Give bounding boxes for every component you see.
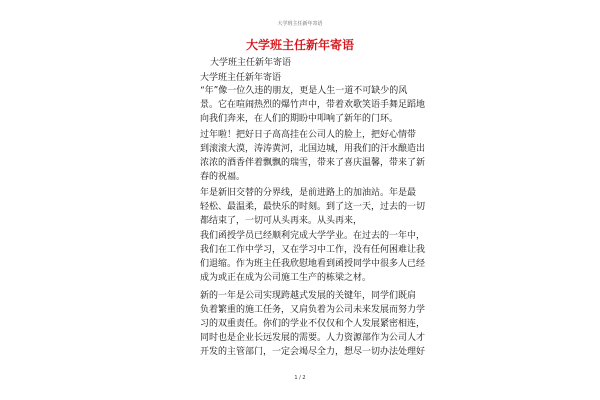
paragraph-line: 成为或正在成为公司施工生产的栋梁之材。 <box>200 273 372 283</box>
paragraph-line: 春的祝福。 <box>200 172 246 182</box>
subtitle-2: 大学班主任新年寄语 <box>200 73 282 83</box>
paragraph-line: 我们在工作中学习，又在学习中工作，没有任何困难让我 <box>200 245 426 255</box>
paragraph-line: 轻松、最温柔，最快乐的时刻。到了这一天，过去的一切 <box>200 202 426 212</box>
paragraph-line: “年”像一位久违的朋友，更是人生一道不可缺少的风 <box>200 86 408 96</box>
paragraph-4 <box>200 229 426 285</box>
paragraph-line: 到滚滚大漠，涛涛黄河，北国边城，用我们的汗水酿造出 <box>200 144 426 154</box>
paragraph-line: 都结束了，一切可从头再来。从头再来， <box>200 216 363 226</box>
page-header: 大学班主任新年寄语 <box>277 21 323 27</box>
subtitle-1: 大学班主任新年寄语 <box>210 58 292 68</box>
paragraph-1 <box>200 84 426 126</box>
paragraph-line: 过年啦！把好日子高高挂在公司人的脸上，把好心情带 <box>200 130 417 140</box>
paragraph-line: 向我们奔来，在人们的期盼中叩响了新年的门环。 <box>200 114 399 124</box>
page-number: 1 / 2 <box>294 375 306 381</box>
paragraph-line: 开发的主管部门，一定会竭尽全力，想尽一切办法处理好 <box>200 347 426 357</box>
paragraph-line: 新的一年是公司实现跨越式发展的关键年，同学们既肩 <box>200 291 417 301</box>
paragraph-line: 年是新旧交替的分界线，是前进路上的加油站。年是最 <box>200 188 417 198</box>
paragraph-line: 同时也是企业长远发展的需要。人力资源部作为公司人才 <box>200 333 426 343</box>
page-title: 大学班主任新年寄语 <box>245 38 354 52</box>
paragraph-line: 负着繁重的施工任务，又肩负着为公司未来发展而努力学 <box>200 305 426 315</box>
paragraph-line: 我们函授学员已经顺利完成大学学业。在过去的一年中， <box>200 231 426 241</box>
paragraph-3 <box>200 186 426 228</box>
paragraph-line: 浓浓的酒香伴着飘飘的瑞雪，带来了喜庆温馨，带来了新 <box>200 158 426 168</box>
paragraph-5 <box>200 289 426 359</box>
paragraph-2 <box>200 128 426 184</box>
paragraph-line: 习的双重责任。你们的学业不仅仅和个人发展紧密相连， <box>200 319 426 329</box>
paragraph-line: 景。它在喧闹热烈的爆竹声中，带着欢歌笑语手舞足蹈地 <box>200 100 426 110</box>
paragraph-line: 们退缩。作为班主任我欣慰地看到函授同学中很多人已经 <box>200 259 426 269</box>
